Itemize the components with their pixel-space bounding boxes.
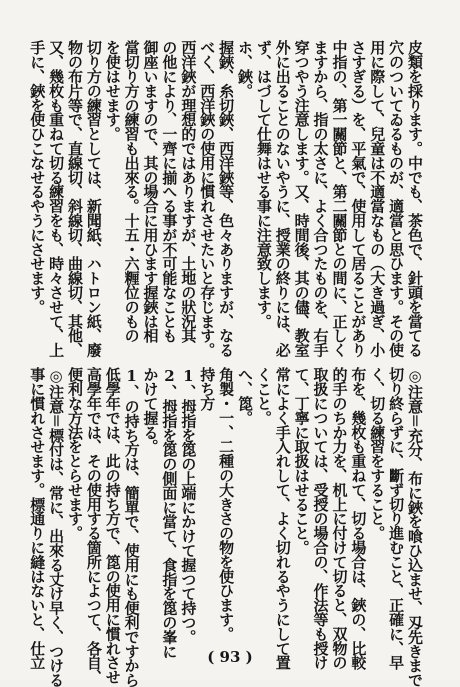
text-column: 穿つやう注意します。又、時間後、其の儘、教室 [292, 40, 311, 357]
text-column: ◎注意＝標付は、常に、出來る丈け早く、つける [47, 367, 66, 687]
text-column: 2、拇指を箆の側面に當て、食指を箆の峯に [160, 367, 179, 659]
text-column: 便利な方法をとらせます。 [65, 367, 84, 540]
text-column: を使はせます。 [103, 40, 122, 141]
text-column: 事に慣れさせます。標通りに縫はないと、仕立 [28, 367, 47, 670]
text-column: へ、箆。 [235, 367, 254, 425]
text-column: 1、拇指を箆の上端にかけて握つて持つ。 [179, 367, 198, 644]
text-column: かけて握る。 [141, 367, 160, 454]
text-column: 高學年では、その使用する箇所によつて、各自、 [84, 367, 103, 684]
text-column: ず、はづして仕舞はせる事に注意致します。 [254, 40, 273, 329]
text-column: 手に、鋏を使ひこなせるやうにさせます。 [28, 40, 47, 314]
text-column: 切り方の練習としては、新聞紙、ハトロン紙、廢 [84, 40, 103, 357]
text-column: 的手のちか力を、机上に付けて切ると、双物の [330, 367, 349, 670]
text-column: 用に際して、兒童は不適當なもの（大き過ぎ、小 [368, 40, 387, 357]
text-column: べく、西洋鋏の使用に慣れさせたいと存じます。 [198, 40, 217, 357]
text-column: 又、幾枚も重ねて切る練習をも、時々させて、上 [47, 40, 66, 357]
text-column: 切り終らずに、斷ず切り進むこと、正確に、早 [387, 367, 406, 670]
text-column: 低學年では、此の持ち方で、箆の使用に慣れさせ [103, 367, 122, 684]
top-text-block [27, 40, 424, 357]
text-column: 西洋鋏が理想的ではありますが、土地の狀況其 [179, 40, 198, 343]
text-column: ますから、指の太さに、よく合つたものを、右手 [311, 40, 330, 357]
text-column: て、丁寧に取扱はせること。 [292, 367, 311, 555]
text-column: 皮類を採ります。中でも、茶色で、針頭を當てる [406, 40, 424, 357]
text-column: 物の布片等で、直線切、斜線切、曲線切、其他、 [65, 40, 84, 357]
text-column: 1、の持ち方は、簡單で、使用にも便利ですから [122, 367, 141, 687]
text-column: 布を、幾枚も重ねて、切る場合は、鋏の、比較 [349, 367, 368, 670]
text-column: 中指の、第一關節と、第二關節との間に、正しく [330, 40, 349, 357]
text-column: ◎注意＝充分、布に鋏を喰ひ込ませ、刄先きまで [406, 367, 424, 687]
text-column: 穴のついてゐるものが、適當と思ひます。その使 [387, 40, 406, 357]
text-column: 常によく手入れして、よく切れるやうにして置 [273, 367, 292, 670]
text-column: 取扱については、受授の場合の、作法等も授け [311, 367, 330, 670]
text-column: 角製・一、二種の大きさの物を使ひます。 [217, 367, 236, 641]
text-column: く、切る練習をすること。 [368, 367, 387, 540]
text-column: 御座いますので、其の場合に用ひます握鋏は相 [141, 40, 160, 343]
text-column: 持ち方 [198, 367, 217, 411]
text-column: 握鋏、糸切鋏、西洋鋏等、色々ありますが、なる [217, 40, 236, 357]
text-column: 外に出ることのないやうに、授業の終りには、必 [273, 40, 292, 357]
text-column: の他により、一齊に揃へる事が不可能なことも [160, 40, 179, 343]
text-column: 當切り方の練習も出來る。十五・六糎位のもの [122, 40, 141, 343]
text-column: くこと。 [254, 367, 273, 425]
text-column: ホ、鋏。 [235, 40, 254, 98]
page-number: ( 93 ) [207, 648, 253, 666]
text-column: さすぎる）を、平氣で、使用して居ることがあり [349, 40, 368, 357]
